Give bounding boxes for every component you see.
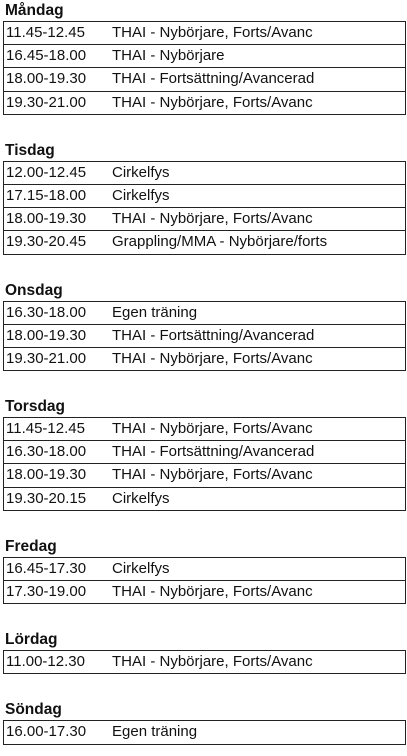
session-table <box>3 301 406 372</box>
session-activity: Egen träning <box>112 303 198 321</box>
session-row <box>4 348 405 371</box>
session-activity: Cirkelfys <box>112 489 170 507</box>
session-row <box>4 22 405 45</box>
session-row <box>4 231 405 254</box>
day-section <box>3 536 406 604</box>
session-row <box>4 185 405 208</box>
session-table <box>3 650 406 674</box>
session-activity: THAI - Nybörjare, Forts/Avanc <box>112 93 313 111</box>
session-activity: THAI - Nybörjare, Forts/Avanc <box>112 466 313 484</box>
session-row <box>4 162 405 185</box>
session-activity: Grappling/MMA - Nybörjare/forts <box>112 233 328 251</box>
day-title: Måndag <box>5 2 64 19</box>
session-activity: THAI - Fortsättning/Avancerad <box>112 443 315 461</box>
session-time: 19.30-21.00 <box>6 93 87 111</box>
session-time: 11.45-12.45 <box>6 24 85 41</box>
session-activity: THAI - Nybörjare, Forts/Avanc <box>112 653 313 671</box>
session-time: 11.00-12.30 <box>6 653 85 671</box>
session-row <box>4 651 405 674</box>
session-activity: Cirkelfys <box>112 559 170 577</box>
section-spacer <box>3 371 406 396</box>
session-activity: Egen träning <box>112 723 198 741</box>
session-time: 19.30-21.00 <box>6 349 87 367</box>
session-row <box>4 45 405 68</box>
session-row <box>4 302 405 325</box>
session-activity: THAI - Fortsättning/Avancerad <box>112 326 315 344</box>
session-activity: THAI - Nybörjare, Forts/Avanc <box>112 24 313 41</box>
session-time: 16.00-17.30 <box>6 723 87 741</box>
session-time: 12.00-12.45 <box>6 163 87 181</box>
session-row <box>4 488 405 511</box>
session-time: 17.30-19.00 <box>6 583 87 600</box>
session-time: 16.30-18.00 <box>6 303 87 321</box>
session-time: 18.00-19.30 <box>6 210 87 228</box>
session-activity: THAI - Nybörjare, Forts/Avanc <box>112 349 313 367</box>
session-activity: THAI - Fortsättning/Avancerad <box>112 70 315 88</box>
session-row <box>4 325 405 348</box>
day-section <box>3 629 406 674</box>
session-row <box>4 92 405 115</box>
day-title: Söndag <box>5 701 62 719</box>
session-activity: THAI - Nybörjare <box>112 47 225 65</box>
session-table <box>3 557 406 604</box>
session-time: 11.45-12.45 <box>6 420 85 438</box>
session-row <box>4 464 405 487</box>
session-row <box>4 208 405 231</box>
day-section <box>3 280 406 372</box>
session-row <box>4 581 405 604</box>
session-time: 18.00-19.30 <box>6 70 87 88</box>
session-time: 18.00-19.30 <box>6 326 87 344</box>
day-section <box>3 0 406 115</box>
session-time: 17.15-18.00 <box>6 186 87 204</box>
session-activity: THAI - Nybörjare, Forts/Avanc <box>112 210 313 228</box>
session-table <box>3 720 406 744</box>
section-spacer <box>3 511 406 536</box>
day-title: Onsdag <box>5 281 63 299</box>
session-activity: THAI - Nybörjare, Forts/Avanc <box>112 420 313 438</box>
session-table <box>3 161 406 255</box>
session-table <box>3 21 406 115</box>
session-time: 19.30-20.15 <box>6 489 87 507</box>
session-time: 18.00-19.30 <box>6 466 87 484</box>
section-spacer <box>3 674 406 699</box>
session-activity: Cirkelfys <box>112 163 170 181</box>
section-spacer <box>3 604 406 629</box>
section-spacer <box>3 255 406 280</box>
session-time: 16.30-18.00 <box>6 443 87 461</box>
session-row <box>4 721 405 744</box>
session-row <box>4 441 405 464</box>
section-spacer <box>3 115 406 140</box>
day-section <box>3 699 406 744</box>
day-title: Lördag <box>5 631 58 649</box>
session-row <box>4 68 405 91</box>
day-section <box>3 396 406 511</box>
session-row <box>4 558 405 581</box>
session-row <box>4 418 405 441</box>
day-title: Torsdag <box>5 398 65 416</box>
day-title: Tisdag <box>5 141 55 159</box>
session-activity: THAI - Nybörjare, Forts/Avanc <box>112 583 313 600</box>
day-section <box>3 140 406 255</box>
session-time: 16.45-18.00 <box>6 47 87 65</box>
session-time: 16.45-17.30 <box>6 559 87 577</box>
session-activity: Cirkelfys <box>112 186 170 204</box>
weekly-schedule <box>3 0 406 745</box>
day-title: Fredag <box>5 537 57 555</box>
session-table <box>3 417 406 511</box>
session-time: 19.30-20.45 <box>6 233 87 251</box>
